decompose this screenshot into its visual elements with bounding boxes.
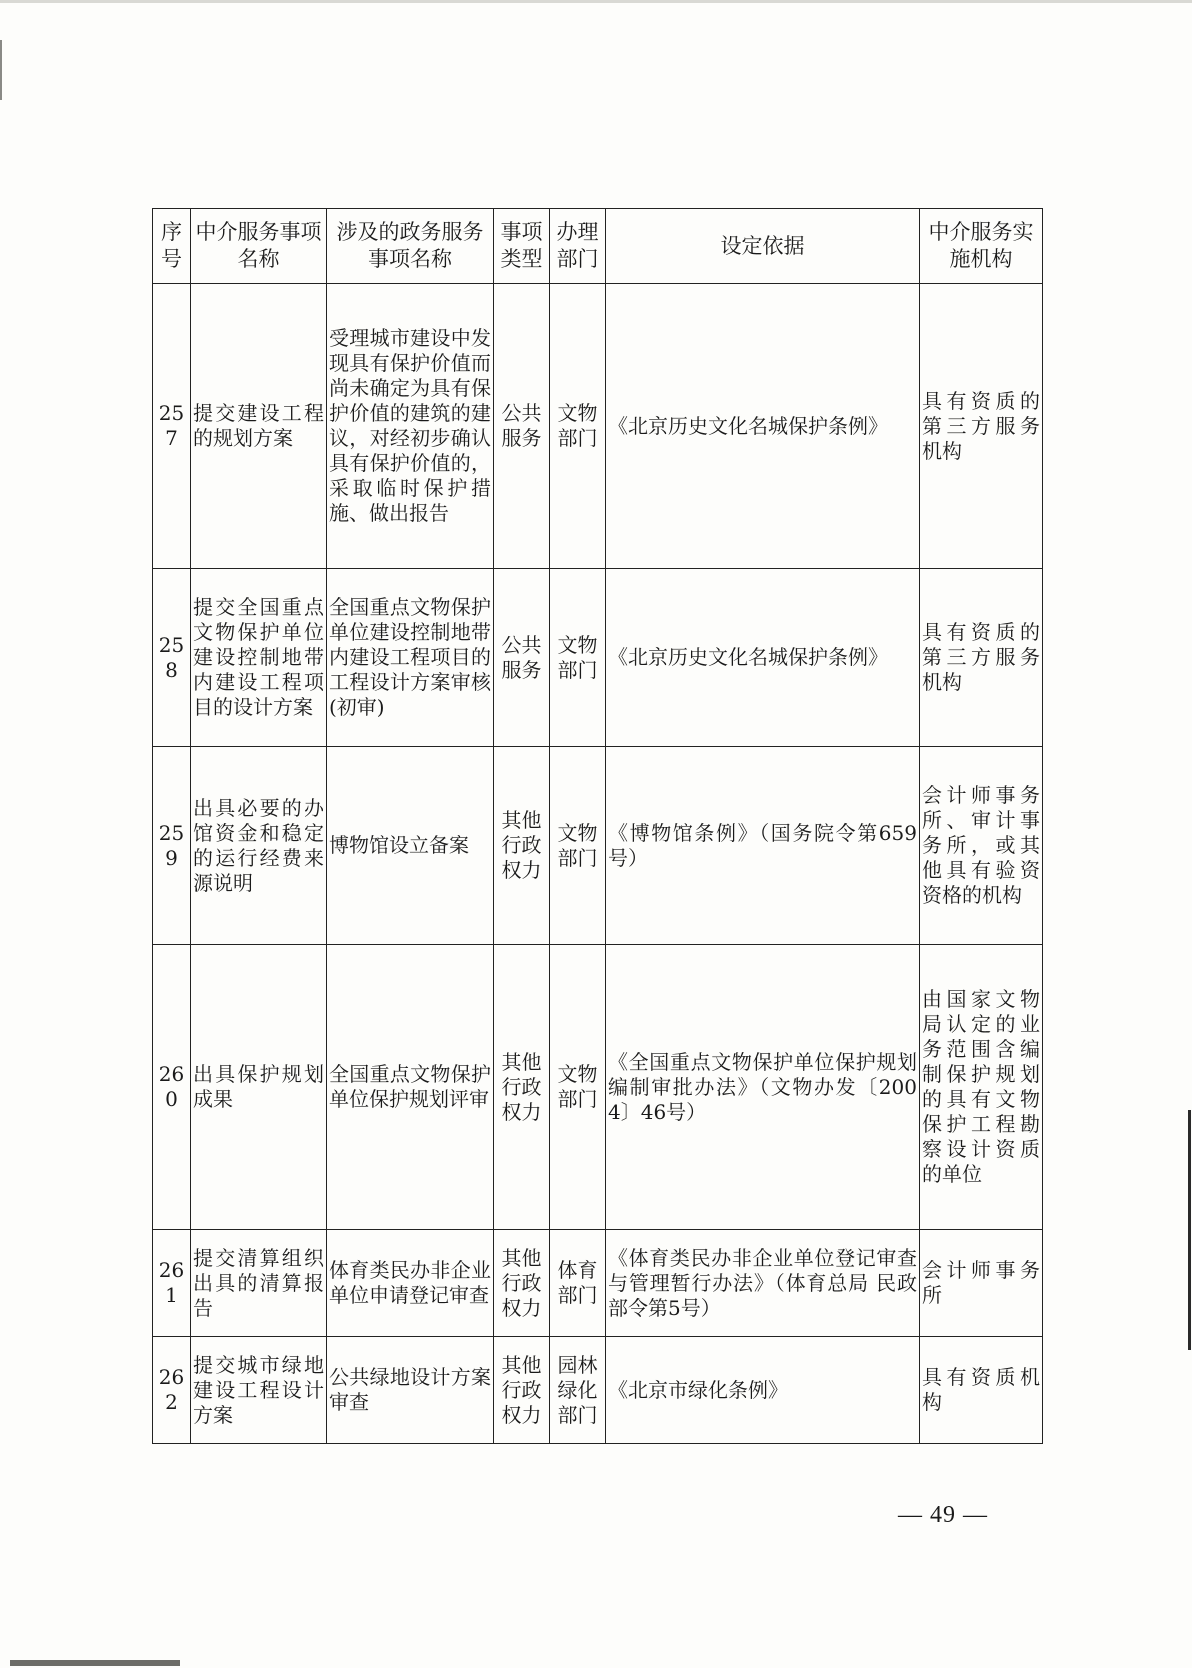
cell-gov-item: 博物馆设立备案 bbox=[327, 747, 494, 945]
scan-edge-left bbox=[0, 40, 2, 100]
cell-basis: 《全国重点文物保护单位保护规划编制审批办法》（文物办发〔2004〕46号） bbox=[606, 945, 920, 1230]
cell-basis: 《体育类民办非企业单位登记审查与管理暂行办法》（体育总局 民政部令第5号） bbox=[606, 1230, 920, 1337]
cell-service-name: 提交全国重点文物保护单位建设控制地带内建设工程项目的设计方案 bbox=[191, 569, 327, 747]
header-service-name: 中介服务事项名称 bbox=[191, 209, 327, 284]
page-number: — 49 — bbox=[898, 1502, 988, 1528]
header-row bbox=[153, 209, 1043, 284]
cell-seq: 260 bbox=[153, 945, 191, 1230]
cell-org: 具有资质的第三方服务机构 bbox=[920, 284, 1043, 569]
cell-dept: 文物部门 bbox=[550, 945, 606, 1230]
cell-service-name: 提交建设工程的规划方案 bbox=[191, 284, 327, 569]
cell-gov-item: 公共绿地设计方案审查 bbox=[327, 1337, 494, 1444]
cell-basis: 《北京市绿化条例》 bbox=[606, 1337, 920, 1444]
cell-gov-item: 体育类民办非企业单位申请登记审查 bbox=[327, 1230, 494, 1337]
cell-type: 其他行政权力 bbox=[494, 747, 550, 945]
cell-seq: 258 bbox=[153, 569, 191, 747]
intermediary-services-table bbox=[152, 208, 1043, 1444]
table-row bbox=[153, 1337, 1043, 1444]
cell-org: 具有资质的第三方服务机构 bbox=[920, 569, 1043, 747]
header-basis: 设定依据 bbox=[606, 209, 920, 284]
cell-seq: 257 bbox=[153, 284, 191, 569]
cell-org: 会计师事务所、审计事务所，或其他具有验资资格的机构 bbox=[920, 747, 1043, 945]
scan-edge-bottom bbox=[10, 1660, 180, 1666]
cell-basis: 《北京历史文化名城保护条例》 bbox=[606, 284, 920, 569]
header-type: 事项类型 bbox=[494, 209, 550, 284]
table-row bbox=[153, 284, 1043, 569]
cell-type: 其他行政权力 bbox=[494, 1230, 550, 1337]
cell-type: 其他行政权力 bbox=[494, 945, 550, 1230]
header-seq: 序号 bbox=[153, 209, 191, 284]
cell-service-name: 出具必要的办馆资金和稳定的运行经费来源说明 bbox=[191, 747, 327, 945]
cell-service-name: 提交清算组织出具的清算报告 bbox=[191, 1230, 327, 1337]
table-row bbox=[153, 945, 1043, 1230]
cell-seq: 259 bbox=[153, 747, 191, 945]
cell-basis: 《博物馆条例》（国务院令第659号） bbox=[606, 747, 920, 945]
cell-gov-item: 受理城市建设中发现具有保护价值而尚未确定为具有保护价值的建筑的建议，对经初步确认具有保护价值的，采取临时保护措施、做出报告 bbox=[327, 284, 494, 569]
cell-dept: 文物部门 bbox=[550, 569, 606, 747]
cell-dept: 园林绿化部门 bbox=[550, 1337, 606, 1444]
cell-org: 由国家文物局认定的业务范围含编制保护规划的具有文物保护工程勘察设计资质的单位 bbox=[920, 945, 1043, 1230]
cell-org: 会计师事务所 bbox=[920, 1230, 1043, 1337]
table-row bbox=[153, 569, 1043, 747]
cell-gov-item: 全国重点文物保护单位建设控制地带内建设工程项目的工程设计方案审核(初审) bbox=[327, 569, 494, 747]
header-dept: 办理部门 bbox=[550, 209, 606, 284]
cell-service-name: 提交城市绿地建设工程设计方案 bbox=[191, 1337, 327, 1444]
cell-service-name: 出具保护规划成果 bbox=[191, 945, 327, 1230]
cell-gov-item: 全国重点文物保护单位保护规划评审 bbox=[327, 945, 494, 1230]
scan-edge-right bbox=[1188, 1110, 1191, 1350]
cell-type: 其他行政权力 bbox=[494, 1337, 550, 1444]
cell-dept: 文物部门 bbox=[550, 747, 606, 945]
cell-seq: 261 bbox=[153, 1230, 191, 1337]
table-row bbox=[153, 747, 1043, 945]
table-header bbox=[153, 209, 1043, 284]
cell-dept: 文物部门 bbox=[550, 284, 606, 569]
cell-seq: 262 bbox=[153, 1337, 191, 1444]
cell-type: 公共服务 bbox=[494, 569, 550, 747]
table-body bbox=[153, 284, 1043, 1444]
header-org: 中介服务实施机构 bbox=[920, 209, 1043, 284]
header-gov-item: 涉及的政务服务事项名称 bbox=[327, 209, 494, 284]
cell-org: 具有资质机构 bbox=[920, 1337, 1043, 1444]
cell-dept: 体育部门 bbox=[550, 1230, 606, 1337]
scan-edge-top bbox=[0, 0, 1192, 3]
table-row bbox=[153, 1230, 1043, 1337]
cell-basis: 《北京历史文化名城保护条例》 bbox=[606, 569, 920, 747]
cell-type: 公共服务 bbox=[494, 284, 550, 569]
